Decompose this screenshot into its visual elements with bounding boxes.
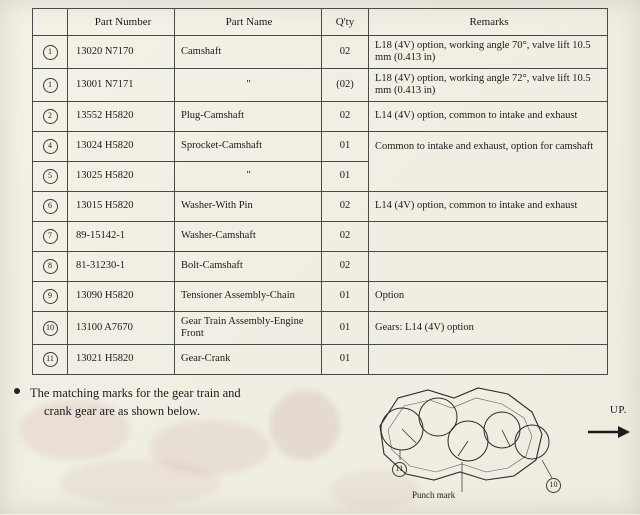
bleed-blotch: [150, 420, 270, 475]
cell-qty: 02: [322, 192, 369, 222]
cell-part-name: Plug-Camshaft: [175, 102, 322, 132]
table-header-row: [33, 9, 608, 36]
column-header-remarks: Remarks: [369, 9, 608, 36]
row-index: [33, 102, 68, 132]
cell-part-name: Washer-With Pin: [175, 192, 322, 222]
cell-part-name: Gear Train Assembly-Engine Front: [175, 312, 322, 345]
circled-number: 2: [43, 109, 58, 124]
bullet-icon: [14, 388, 20, 394]
cell-remarks: L18 (4V) option, working angle 72°, valve lift 10.5 mm (0.413 in): [369, 69, 608, 102]
cell-remarks: L14 (4V) option, common to intake and exhaust: [369, 192, 608, 222]
cell-part-name: Gear-Crank: [175, 345, 322, 375]
gear-train-diagram: [350, 368, 635, 510]
cell-qty: 01: [322, 312, 369, 345]
up-direction-label: UP.: [609, 404, 627, 416]
row-index: [33, 312, 68, 345]
cell-part-number: 13024 H5820: [68, 132, 175, 162]
row-index: [33, 252, 68, 282]
row-index: [33, 69, 68, 102]
circled-number: 4: [43, 139, 58, 154]
punch-mark-line: [402, 429, 416, 443]
table-row: [33, 252, 608, 282]
table-row: [33, 102, 608, 132]
column-header-part-number: Part Number: [68, 9, 175, 36]
circled-number: 11: [43, 352, 58, 367]
punch-mark-line: [458, 441, 468, 456]
cell-part-name: Sprocket-Camshaft: [175, 132, 322, 162]
circled-number: 8: [43, 259, 58, 274]
cell-part-number: 13020 N7170: [68, 36, 175, 69]
punch-mark-label: Punch mark: [412, 490, 456, 500]
circled-number: 6: [43, 199, 58, 214]
cell-part-name: Camshaft: [175, 36, 322, 69]
row-index: [33, 345, 68, 375]
cell-remarks: [369, 222, 608, 252]
cell-part-name: Bolt-Camshaft: [175, 252, 322, 282]
table-row: [33, 222, 608, 252]
table-row: [33, 162, 608, 192]
cell-part-number: 81-31230-1: [68, 252, 175, 282]
cell-part-name: ″: [175, 162, 322, 192]
circled-number: 1: [43, 78, 58, 93]
table-row: [33, 132, 608, 162]
cell-part-number: 13015 H5820: [68, 192, 175, 222]
cell-remarks: [369, 252, 608, 282]
row-index: [33, 132, 68, 162]
cell-part-number: 13090 H5820: [68, 282, 175, 312]
cell-qty: 01: [322, 345, 369, 375]
callout-11: 11: [392, 462, 407, 477]
row-index: [33, 282, 68, 312]
cell-remarks: L14 (4V) option, common to intake and exhaust: [369, 102, 608, 132]
table-header: [33, 9, 608, 36]
row-index: [33, 162, 68, 192]
cell-qty: 02: [322, 222, 369, 252]
cell-part-number: 13021 H5820: [68, 345, 175, 375]
row-index: [33, 222, 68, 252]
callout-10: 10: [546, 478, 561, 493]
bleed-blotch: [60, 460, 220, 505]
circled-number: 1: [43, 45, 58, 60]
cell-remarks: Common to intake and exhaust, option for camshaft: [369, 132, 608, 162]
note-block: [30, 384, 330, 420]
cell-part-number: 13001 N7171: [68, 69, 175, 102]
cell-qty: 02: [322, 252, 369, 282]
gear-cam-2: [515, 425, 549, 459]
cell-qty: 01: [322, 162, 369, 192]
cell-remarks: Option: [369, 282, 608, 312]
cell-part-name: Washer-Camshaft: [175, 222, 322, 252]
cell-remarks: Gears: L14 (4V) option: [369, 312, 608, 345]
cell-qty: 02: [322, 36, 369, 69]
column-header-index: [33, 9, 68, 36]
note-line-1: The matching marks for the gear train and: [30, 386, 241, 400]
circled-number: 7: [43, 229, 58, 244]
cell-remarks: [369, 162, 608, 192]
note-line-2: crank gear are as shown below.: [44, 404, 201, 419]
circled-number: 9: [43, 289, 58, 304]
cell-qty: 01: [322, 282, 369, 312]
cell-part-name: ″: [175, 69, 322, 102]
circled-number: 5: [43, 169, 58, 184]
up-arrow-head: [618, 426, 630, 438]
row-index: [33, 192, 68, 222]
cell-qty: 01: [322, 132, 369, 162]
table-row: [33, 36, 608, 69]
cell-remarks: L18 (4V) option, working angle 70°, valve lift 10.5 mm (0.413 in): [369, 36, 608, 69]
table-row: [33, 69, 608, 102]
cell-part-name: Tensioner Assembly-Chain: [175, 282, 322, 312]
cell-part-number: 13025 H5820: [68, 162, 175, 192]
circled-number: 10: [43, 321, 58, 336]
column-header-qty: Q'ty: [322, 9, 369, 36]
cell-part-number: 89-15142-1: [68, 222, 175, 252]
table-body: [33, 36, 608, 375]
row-index: [33, 36, 68, 69]
leader-line-10: [542, 460, 552, 478]
table-row: [33, 312, 608, 345]
gear-train-svg: [350, 368, 635, 510]
cell-part-number: 13100 A7670: [68, 312, 175, 345]
cell-part-number: 13552 H5820: [68, 102, 175, 132]
table-row: [33, 282, 608, 312]
punch-mark-line: [502, 430, 510, 446]
column-header-part-name: Part Name: [175, 9, 322, 36]
parts-table: [32, 8, 608, 375]
table-row: [33, 192, 608, 222]
cell-qty: 02: [322, 102, 369, 132]
cell-qty: (02): [322, 69, 369, 102]
